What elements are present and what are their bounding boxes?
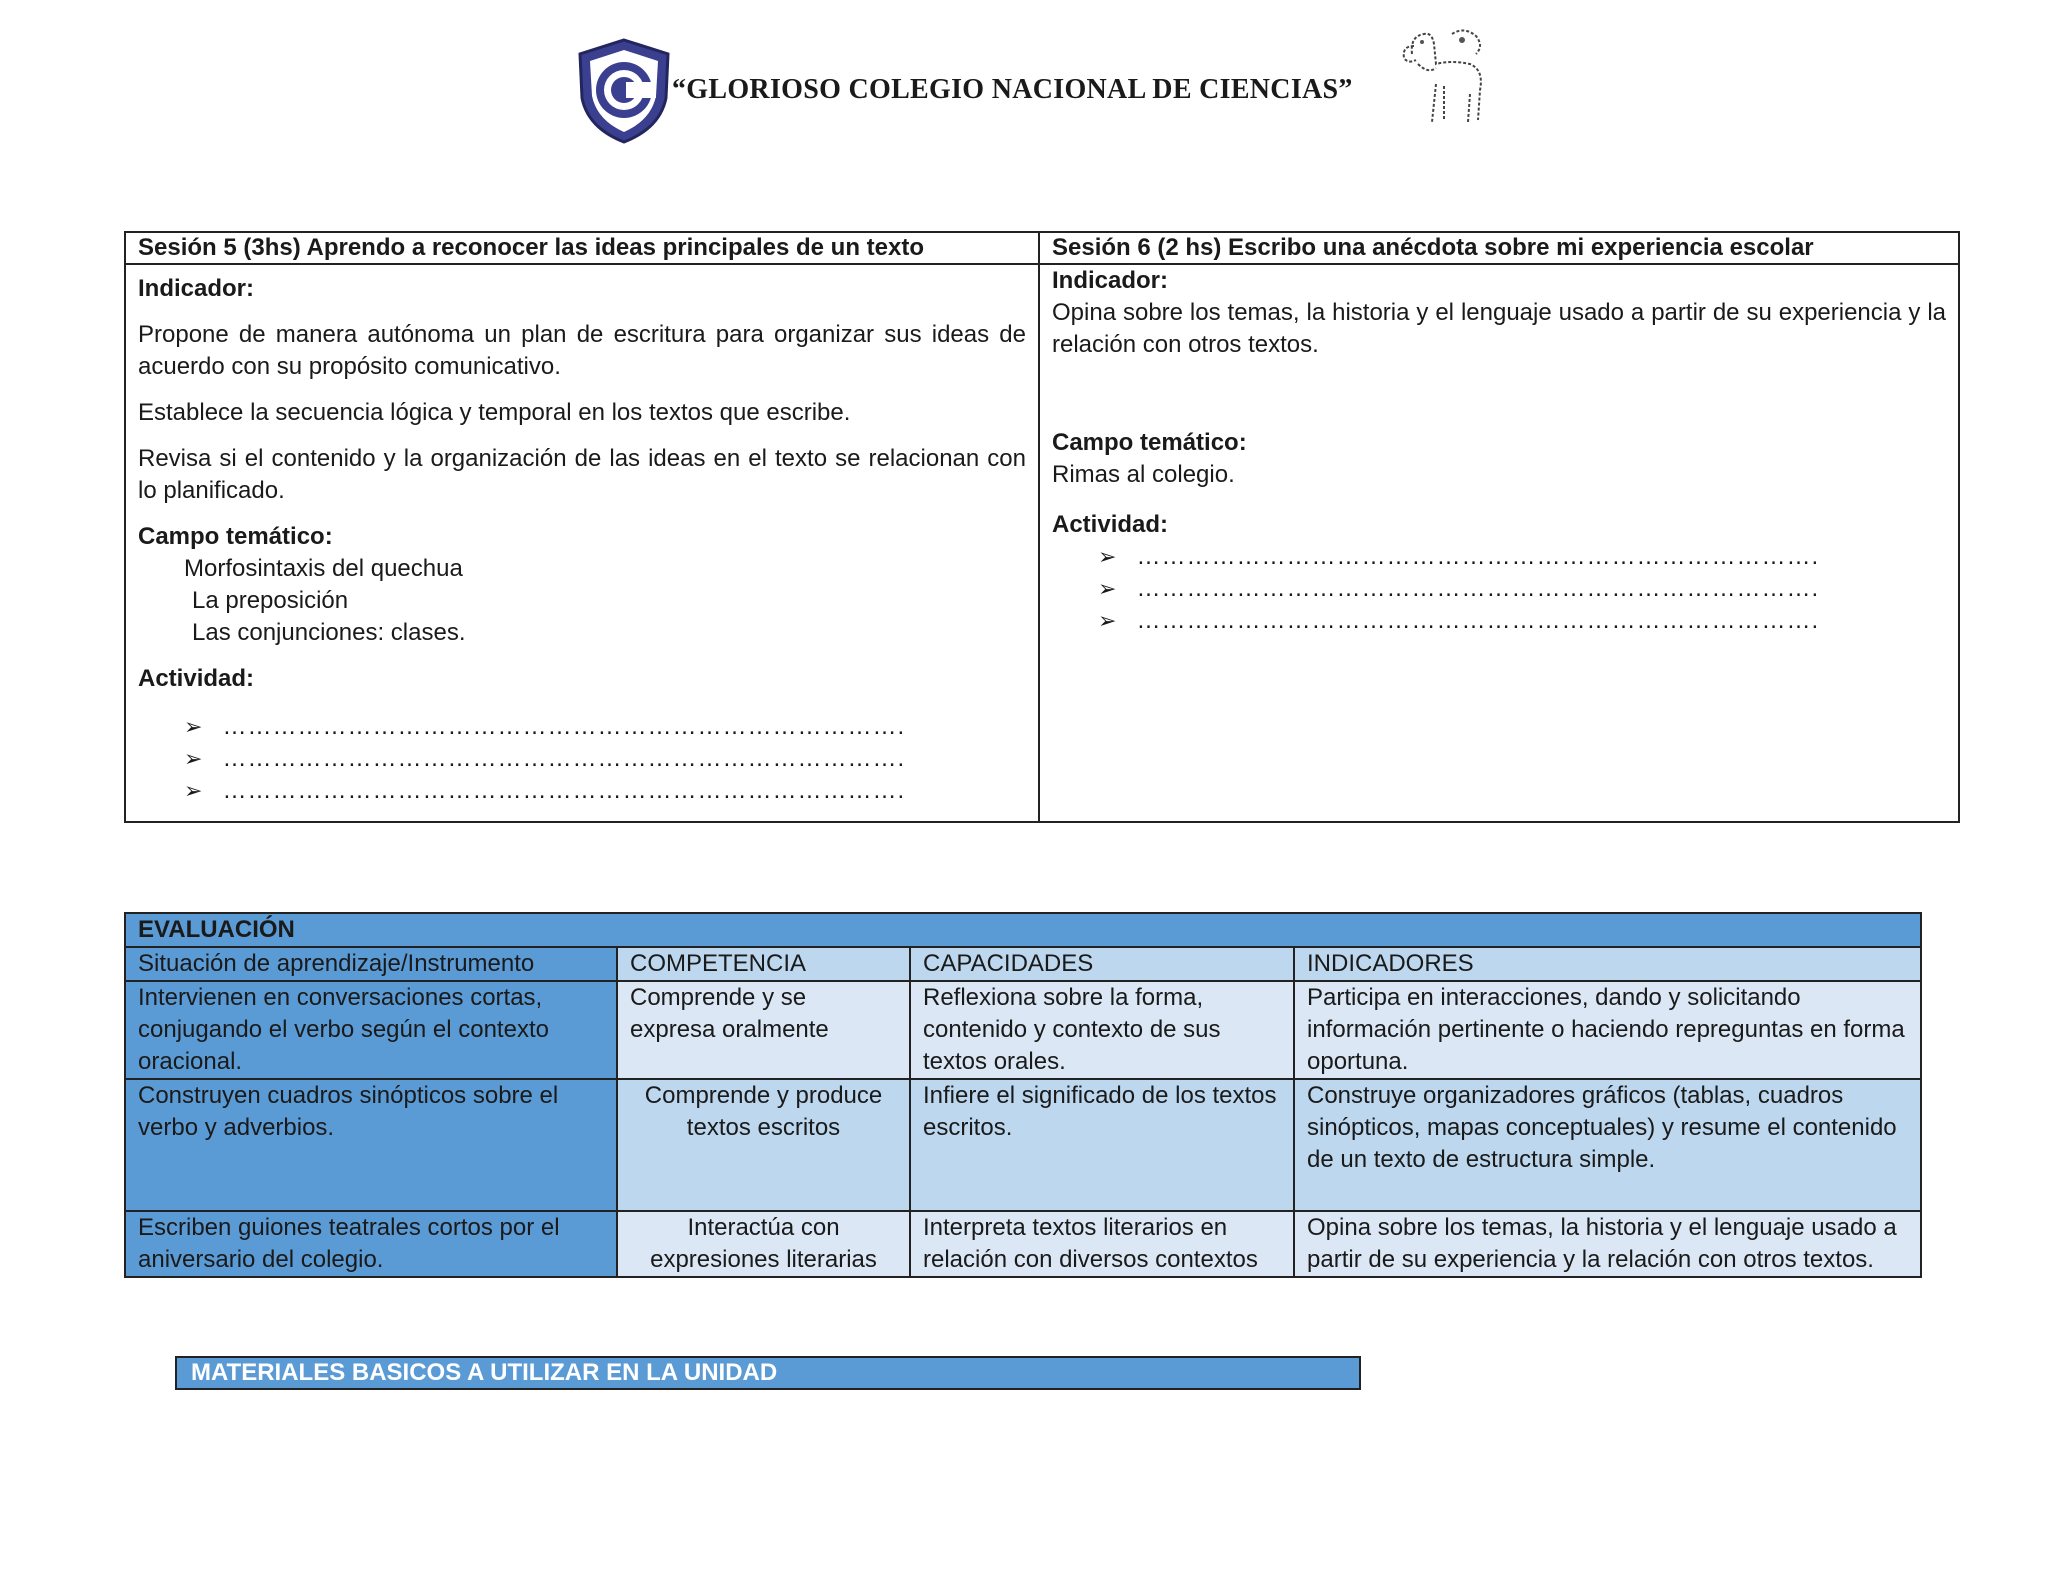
table-cell: Construyen cuadros sinópticos sobre el verbo y adverbios. xyxy=(125,1079,617,1211)
indicator-item: Establece la secuencia lógica y temporal en los textos que escribe. xyxy=(138,399,851,426)
arrow-bullet-icon: ➢ xyxy=(184,746,203,771)
column-header: Situación de aprendizaje/Instrumento xyxy=(125,947,617,981)
activity-item: ➢ ………………………………………………………………………. xyxy=(1052,541,1946,573)
column-header: COMPETENCIA xyxy=(617,947,910,981)
session-6-body xyxy=(1039,264,1959,822)
arrow-bullet-icon: ➢ xyxy=(1098,576,1117,601)
arrow-bullet-icon: ➢ xyxy=(184,714,203,739)
table-cell: Intervienen en conversaciones cortas, conjugando el verbo según el contexto oracional. xyxy=(125,981,617,1079)
table-row xyxy=(125,1211,1921,1277)
indicator-label: Indicador: xyxy=(138,275,255,302)
materials-banner: MATERIALES BASICOS A UTILIZAR EN LA UNIDAD xyxy=(175,1356,1361,1390)
activity-item: ➢ ………………………………………………………………………. xyxy=(138,711,1026,743)
evaluation-title: EVALUACIÓN xyxy=(125,913,1921,947)
activity-item: ➢ ………………………………………………………………………. xyxy=(1052,605,1946,637)
session-5-title: Sesión 5 (3hs) Aprendo a reconocer las ideas principales de un texto xyxy=(125,232,1039,264)
table-cell: Opina sobre los temas, la historia y el lenguaje usado a partir de su experiencia y la relación con otros textos. xyxy=(1294,1211,1921,1277)
table-cell: Interpreta textos literarios en relación con diversos contextos xyxy=(910,1211,1294,1277)
table-row xyxy=(125,1079,1921,1211)
indicator-label: Indicador: xyxy=(1052,267,1169,294)
session-5-body xyxy=(125,264,1039,822)
table-cell: Infiere el significado de los textos escritos. xyxy=(910,1079,1294,1211)
school-name: “GLORIOSO COLEGIO NACIONAL DE CIENCIAS” xyxy=(672,74,1353,105)
activity-label: Actividad: xyxy=(138,665,255,692)
column-header: INDICADORES xyxy=(1294,947,1921,981)
campo-label: Campo temático: xyxy=(138,523,333,550)
campo-label: Campo temático: xyxy=(1052,429,1247,456)
llama-drawing-icon xyxy=(1392,24,1492,134)
arrow-bullet-icon: ➢ xyxy=(184,778,203,803)
arrow-bullet-icon: ➢ xyxy=(1098,544,1117,569)
activity-label: Actividad: xyxy=(1052,511,1169,538)
indicator-item: Propone de manera autónoma un plan de escritura para organizar sus ideas de acuerdo con su propósito comunicativo. xyxy=(138,321,1026,380)
activity-item: ➢ ………………………………………………………………………. xyxy=(138,743,1026,775)
table-cell: Construye organizadores gráficos (tablas, cuadros sinópticos, mapas conceptuales) y resume el contenido de un texto de estructura simple. xyxy=(1294,1079,1921,1211)
shield-c-crest-icon xyxy=(574,36,674,146)
session-6-title: Sesión 6 (2 hs) Escribo una anécdota sobre mi experiencia escolar xyxy=(1039,232,1959,264)
table-cell: Comprende y produce textos escritos xyxy=(617,1079,910,1211)
campo-item: Las conjunciones: clases. xyxy=(192,619,466,646)
page-header xyxy=(0,22,2048,142)
column-header: CAPACIDADES xyxy=(910,947,1294,981)
campo-item: Morfosintaxis del quechua xyxy=(184,555,463,582)
table-cell: Participa en interacciones, dando y solicitando información pertinente o haciendo repreguntas en forma oportuna. xyxy=(1294,981,1921,1079)
table-cell: Comprende y se expresa oralmente xyxy=(617,981,910,1079)
table-cell: Interactúa con expresiones literarias xyxy=(617,1211,910,1277)
table-cell: Reflexiona sobre la forma, contenido y contexto de sus textos orales. xyxy=(910,981,1294,1079)
campo-item: La preposición xyxy=(192,587,349,614)
activity-item: ➢ ………………………………………………………………………. xyxy=(138,775,1026,807)
indicator-item: Revisa si el contenido y la organización de las ideas en el texto se relacionan con lo planificado. xyxy=(138,445,1026,504)
campo-item: Rimas al colegio. xyxy=(1052,461,1235,488)
table-row xyxy=(125,981,1921,1079)
evaluation-table xyxy=(124,912,1922,1278)
table-cell: Escriben guiones teatrales cortos por el aniversario del colegio. xyxy=(125,1211,617,1277)
indicator-item: Opina sobre los temas, la historia y el lenguaje usado a partir de su experiencia y la relación con otros textos. xyxy=(1052,299,1946,358)
sessions-table xyxy=(124,231,1960,823)
activity-item: ➢ ………………………………………………………………………. xyxy=(1052,573,1946,605)
arrow-bullet-icon: ➢ xyxy=(1098,608,1117,633)
